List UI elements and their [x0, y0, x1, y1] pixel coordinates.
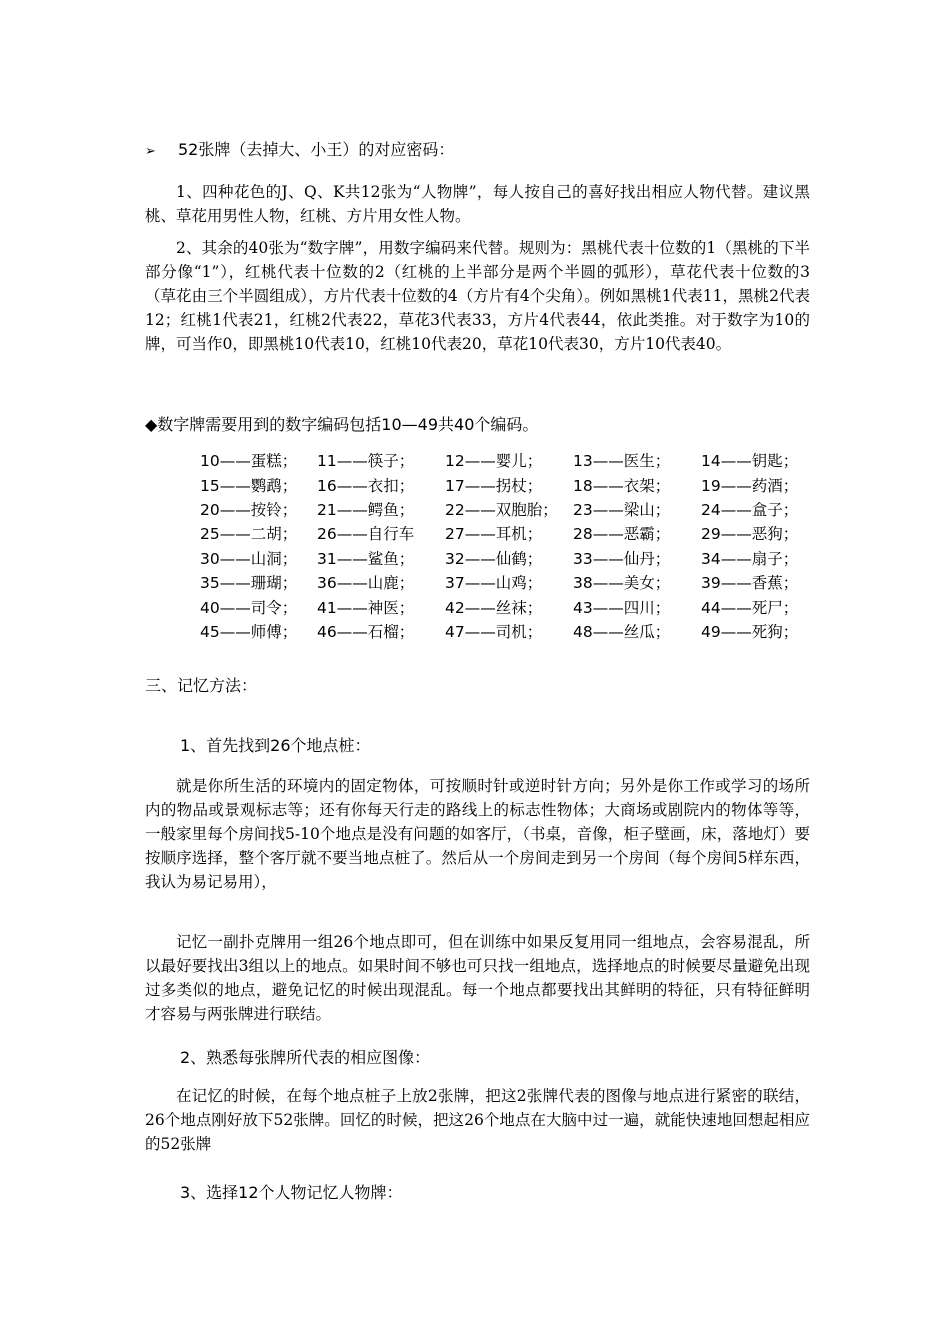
- card-code-heading: [145, 138, 810, 164]
- code-entry: 11——筷子；: [317, 452, 415, 471]
- code-row: [200, 546, 811, 570]
- code-entry: 38——美女；: [573, 574, 671, 593]
- code-entry: 33——仙丹；: [573, 549, 671, 568]
- code-entry: 45——师傅；: [200, 622, 298, 641]
- step1-paragraph-1: 就是你所生活的环境内的固定物体，可按顺时针或逆时针方向；另外是你工作或学习的场所内的物品或景观标志等；还有你每天行走的路线上的标志性物体；大商场或剧院内的物体等等，一般家里每个房间找5-10个地点是没有问题的如客厅，（书桌，音像，柜子壁画，床，落地灯）要按顺序选择，整个客厅就不要当地点桩了。然后从一个房间走到另一个房间（每个房间5样东西，我认为易记易用），: [145, 777, 810, 891]
- code-entry: 49——死狗；: [701, 622, 799, 641]
- number-code-table-body: [200, 448, 811, 643]
- code-entry: 32——仙鹤；: [445, 549, 543, 568]
- code-row: [200, 448, 811, 472]
- code-entry: 35——珊瑚；: [200, 574, 298, 593]
- code-entry: 24——盒子；: [701, 500, 799, 519]
- code-row: [200, 570, 811, 594]
- code-entry: 17——拐杖；: [445, 476, 543, 495]
- code-row: [200, 521, 811, 545]
- code-entry: 13——医生；: [573, 452, 671, 471]
- code-entry: 44——死尸；: [701, 598, 799, 617]
- code-entry: 30——山洞；: [200, 549, 298, 568]
- code-entry: 18——衣架；: [573, 476, 671, 495]
- code-entry: 10——蛋糕；: [200, 452, 298, 471]
- code-entry: 14——钥匙；: [701, 452, 799, 471]
- code-entry: 47——司机；: [445, 622, 543, 641]
- code-entry: 41——神医；: [317, 598, 415, 617]
- step3-title: 3、选择12个人物记忆人物牌：: [180, 1183, 403, 1202]
- code-entry: 40——司令；: [200, 598, 298, 617]
- step1-title: 1、首先找到26个地点桩：: [180, 736, 371, 755]
- code-row: [200, 594, 811, 618]
- code-entry: 29——恶狗；: [701, 525, 799, 544]
- code-entry: 19——药酒；: [701, 476, 799, 495]
- code-entry: 34——扇子；: [701, 549, 799, 568]
- code-entry: 46——石榴；: [317, 622, 415, 641]
- code-row: [200, 497, 811, 521]
- code-entry: 23——梁山；: [573, 500, 671, 519]
- code-entry: 39——香蕉；: [701, 574, 799, 593]
- code-entry: 48——丝瓜；: [573, 622, 671, 641]
- step2-title: 2、熟悉每张牌所代表的相应图像：: [180, 1048, 431, 1067]
- card-code-heading-text: 52张牌（去掉大、小王）的对应密码：: [178, 140, 455, 159]
- code-row: [200, 619, 811, 643]
- code-entry: 42——丝袜；: [445, 598, 543, 617]
- memory-method-title: 三、记忆方法：: [145, 676, 258, 695]
- person-cards-paragraph: 1、四种花色的J、Q、K共12张为“人物牌”，每人按自己的喜好找出相应人物代替。建议黑桃、草花用男性人物，红桃、方片用女性人物。: [145, 183, 810, 225]
- code-entry: 37——山鸡；: [445, 574, 543, 593]
- step2-paragraph: 在记忆的时候，在每个地点桩子上放2张牌，把这2张牌代表的图像与地点进行紧密的联结，26个地点刚好放下52张牌。回忆的时候，把这26个地点在大脑中过一遍，就能快速地回想起相应的52张牌: [145, 1087, 810, 1153]
- code-entry: 31——鲨鱼；: [317, 549, 415, 568]
- number-code-table: [200, 448, 811, 643]
- code-entry: 22——双胞胎；: [445, 500, 558, 519]
- number-cards-paragraph: 2、其余的40张为“数字牌”，用数字编码来代替。规则为：黑桃代表十位数的1（黑桃的下半部分像“1”），红桃代表十位数的2（红桃的上半部分是两个半圆的弧形），草花代表十位数的3（草花由三个半圆组成），方片代表十位数的4（方片有4个尖角）。例如黑桃1代表11，黑桃2代表12；红桃1代表21，红桃2代表22，草花3代表33，方片4代表44，依此类推。对于数字为10的牌，可当作0，即黑桃10代表10，红桃10代表20，草花10代表30，方片10代表40。: [145, 239, 810, 353]
- code-entry: 28——恶霸；: [573, 525, 671, 544]
- code-entry: 20——按铃；: [200, 500, 298, 519]
- arrow-bullet-icon: ➢: [145, 144, 156, 159]
- code-row: [200, 472, 811, 496]
- code-entry: 26——自行车: [317, 525, 415, 544]
- code-entry: 25——二胡；: [200, 525, 298, 544]
- code-entry: 21——鳄鱼；: [317, 500, 415, 519]
- code-entry: 16——衣扣；: [317, 476, 415, 495]
- code-entry: 12——婴儿；: [445, 452, 543, 471]
- code-entry: 27——耳机；: [445, 525, 543, 544]
- step1-paragraph-2: 记忆一副扑克牌用一组26个地点即可，但在训练中如果反复用同一组地点，会容易混乱，所以最好要找出3组以上的地点。如果时间不够也可只找一组地点，选择地点的时候要尽量避免出现过多类似的地点，避免记忆的时候出现混乱。每一个地点都要找出其鲜明的特征，只有特征鲜明才容易与两张牌进行联结。: [145, 933, 810, 1023]
- code-entry: 43——四川；: [573, 598, 671, 617]
- code-entry: 36——山鹿；: [317, 574, 415, 593]
- code-entry: 15——鹦鹉；: [200, 476, 298, 495]
- number-codes-heading: ◆数字牌需要用到的数字编码包括10—49共40个编码。: [145, 415, 539, 434]
